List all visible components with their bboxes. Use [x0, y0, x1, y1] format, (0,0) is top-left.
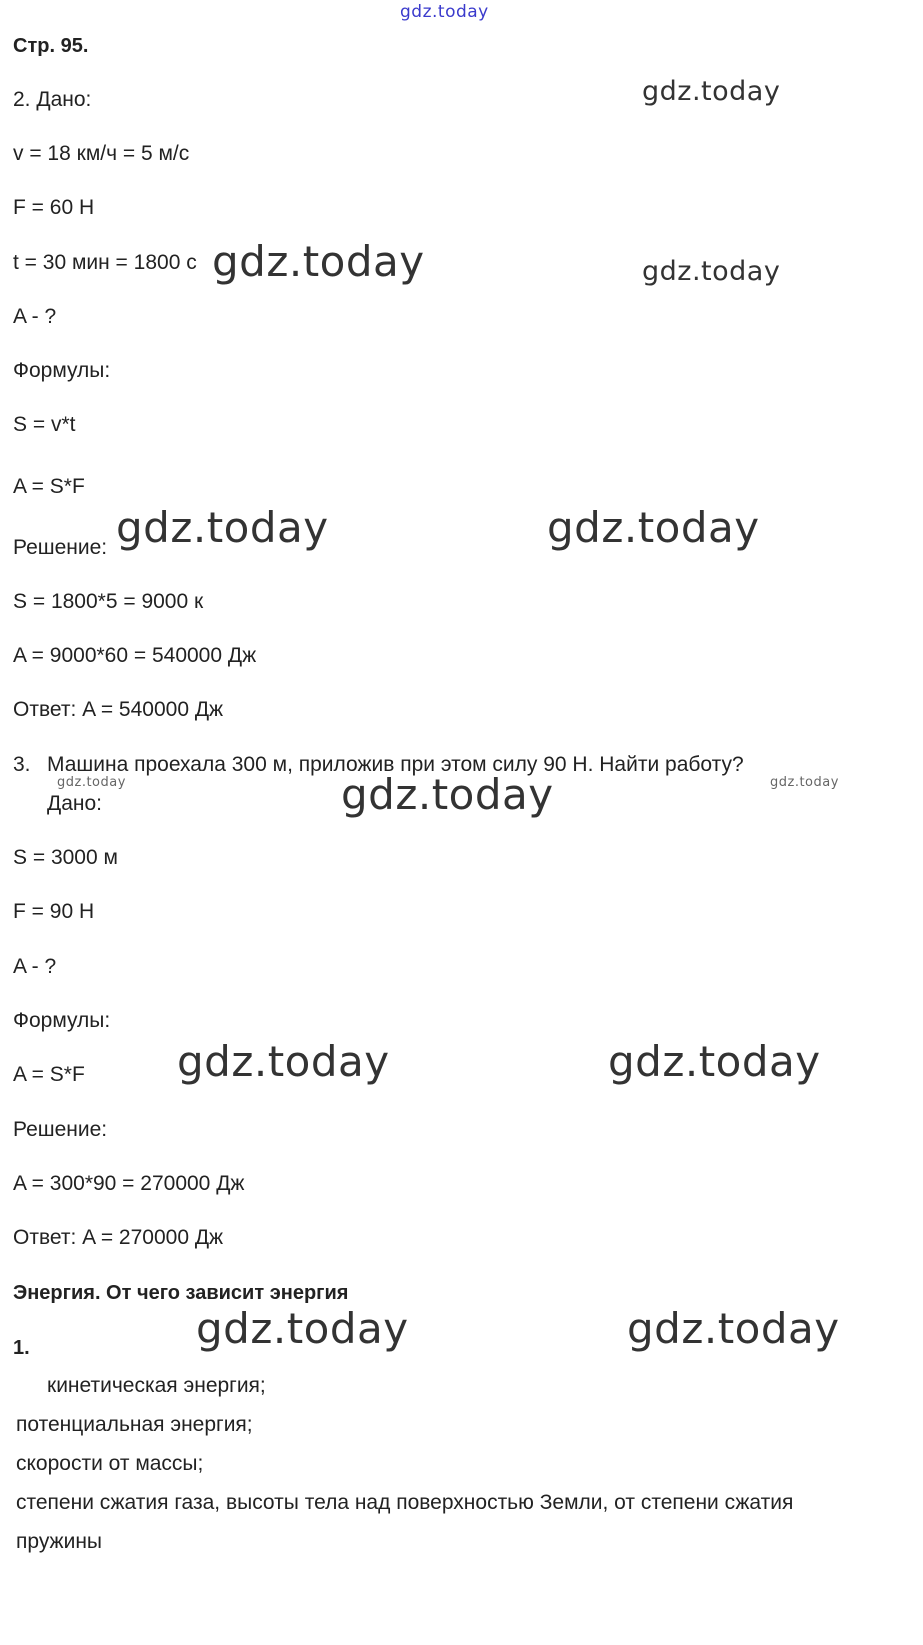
watermark-top: gdz.today	[400, 2, 489, 22]
task3-number: 3.	[13, 753, 31, 776]
task3-find: A - ?	[13, 955, 57, 978]
watermark: gdz.today	[770, 775, 839, 790]
task3-given-label: Дано:	[47, 792, 103, 815]
task3-question: Машина проехала 300 м, приложив при этом силу 90 Н. Найти работу?	[47, 753, 744, 776]
watermark: gdz.today	[642, 76, 781, 107]
task3-given-s: S = 3000 м	[13, 846, 118, 869]
task3-solution-label: Решение:	[13, 1118, 108, 1141]
task2-step-2: A = 9000*60 = 540000 Дж	[13, 644, 257, 667]
watermark: gdz.today	[212, 237, 425, 286]
task3-step: A = 300*90 = 270000 Дж	[13, 1172, 245, 1195]
task3-formula: A = S*F	[13, 1063, 85, 1086]
watermark: gdz.today	[57, 775, 126, 790]
task2-formulas-label: Формулы:	[13, 359, 111, 382]
task2-given-v: v = 18 км/ч = 5 м/с	[13, 142, 190, 165]
watermark: gdz.today	[341, 770, 554, 819]
watermark: gdz.today	[116, 503, 329, 552]
energy-answer-2: потенциальная энергия;	[16, 1413, 253, 1436]
task3-formulas-label: Формулы:	[13, 1009, 111, 1032]
energy-answer-3: скорости от массы;	[16, 1452, 204, 1475]
task2-formula-2: A = S*F	[13, 475, 85, 498]
page-header: Стр. 95.	[13, 35, 89, 57]
task2-formula-1: S = v*t	[13, 413, 76, 436]
energy-answer-4: степени сжатия газа, высоты тела над поверхностью Земли, от степени сжатия	[16, 1491, 794, 1514]
energy-item-number: 1.	[13, 1337, 30, 1359]
task2-solution-label: Решение:	[13, 536, 108, 559]
energy-answer-5: пружины	[16, 1530, 103, 1553]
watermark: gdz.today	[627, 1304, 840, 1353]
watermark: gdz.today	[608, 1037, 821, 1086]
task2-given-t: t = 30 мин = 1800 с	[13, 251, 197, 274]
task2-step-1: S = 1800*5 = 9000 к	[13, 590, 204, 613]
watermark: gdz.today	[547, 503, 760, 552]
watermark: gdz.today	[177, 1037, 390, 1086]
task2-find: A - ?	[13, 305, 57, 328]
task3-answer: Ответ: A = 270000 Дж	[13, 1226, 224, 1249]
energy-answer-1: кинетическая энергия;	[47, 1374, 266, 1397]
task2-given-label: 2. Дано:	[13, 88, 92, 111]
watermark: gdz.today	[642, 256, 781, 287]
energy-section-title: Энергия. От чего зависит энергия	[13, 1282, 349, 1304]
task3-given-f: F = 90 Н	[13, 900, 95, 923]
task2-given-f: F = 60 Н	[13, 196, 95, 219]
task2-answer: Ответ: A = 540000 Дж	[13, 698, 224, 721]
watermark: gdz.today	[196, 1304, 409, 1353]
